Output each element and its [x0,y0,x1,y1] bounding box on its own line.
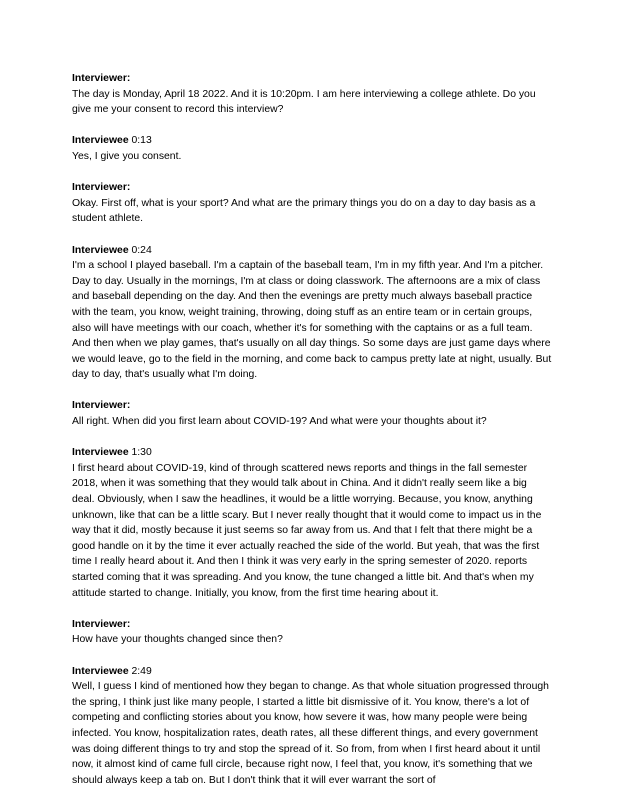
speech-text: All right. When did you first learn about COVID-19? And what were your thoughts about it? [72,416,487,428]
transcript-page [72,71,552,804]
speaker-name: Interviewer: [72,400,131,412]
speech-text: Yes, I give you consent. [72,150,182,162]
speaker-line [72,617,552,633]
speaker-name: Interviewer: [72,73,131,84]
speech-text: Well, I guess I kind of mentioned how they began to change. As that whole situation progressed through the spring, I think just like many people, I started a little bit dismissive of it. You know, there's a lot of competing and conflicting stories about you know, how severe it was, how many people were being infected. You know, hospitalization rates, death rates, all these different things, and every government was doing different things to try and stop the spread of it. So from, from when I first heard about it until now, it almost kind of came full circle, because right now, I feel that, you know, it's something that we should always keep a tab on. But I don't think that it will ever warrant the sort of [72,681,549,786]
speaker-name: Interviewer: [72,182,131,194]
speaker-timestamp: 1:30 [128,447,152,459]
speech-text: I first heard about COVID-19, kind of through scattered news reports and things in the fall semester 2018, when it was something that they would talk about in China. And it didn't really seem like a big deal. Obviously, when I saw the headlines, it would be a little worrying. Because, you know, anything unknown, like that can be a little scary. But I never really thought that it would come to impact us in the way that it did, mostly because it just seems so far away from us. And that I felt that there might be a good handle on it by the time it ever actually reached the side of the world. But yeah, that was the first time I really heard about it. And then I think it was very early in the spring semester of 2020. reports started coming that it was spreading. And you know, the tune changed a little bit. And that's when my attitude started to change. Initially, you know, from the first time hearing about it. [72,462,542,599]
speaker-name: Interviewer: [72,618,131,630]
speaker-line [72,445,552,461]
transcript-entry-interviewee [72,664,552,789]
speaker-name: Interviewee [72,244,129,256]
speaker-line [72,664,552,680]
speech-text: How have your thoughts changed since then? [72,634,283,646]
transcript-entry-interviewee [72,133,552,164]
speaker-name: Interviewee [72,135,129,147]
transcript-entry-interviewer [72,617,552,648]
speaker-line [72,243,552,259]
speaker-name: Interviewee [72,447,129,459]
speaker-timestamp: 2:49 [128,665,152,677]
transcript-entry-interviewer [72,180,552,227]
transcript-entry-interviewer [72,398,552,429]
transcript-entry-interviewer [72,71,552,118]
speech-text: Okay. First off, what is your sport? And what are the primary things you do on a day to day basis as a student athlete. [72,197,536,225]
speaker-timestamp: 0:24 [128,244,152,256]
speech-text: The day is Monday, April 18 2022. And it is 10:20pm. I am here interviewing a college athlete. Do you give me your consent to record this interview? [72,88,536,116]
speaker-line [72,180,552,196]
transcript-entry-interviewee [72,445,552,601]
transcript-entry-interviewee [72,243,552,383]
speech-text: I'm a school I played baseball. I'm a captain of the baseball team, I'm in my fifth year. And I'm a pitcher. Day to day. Usually in the mornings, I'm at class or doing classwork. The afternoons are a mix of class and baseball depending on the day. And then the evenings are pretty much always baseball practice with the team, you know, weight training, throwing, doing stuff as an entire team or in certain groups, also will have meetings with our coach, whether it's for something with the captains or as a full team. And then when we play games, that's usually on all day things. So some days are just game days where we would leave, go to the field in the morning, and come back to campus pretty late at night, usually. But day to day, that's usually what I'm doing. [72,260,552,381]
speaker-name: Interviewee [72,665,129,677]
speaker-line [72,71,552,87]
speaker-line [72,133,552,149]
speaker-line [72,398,552,414]
speaker-timestamp: 0:13 [128,135,152,147]
